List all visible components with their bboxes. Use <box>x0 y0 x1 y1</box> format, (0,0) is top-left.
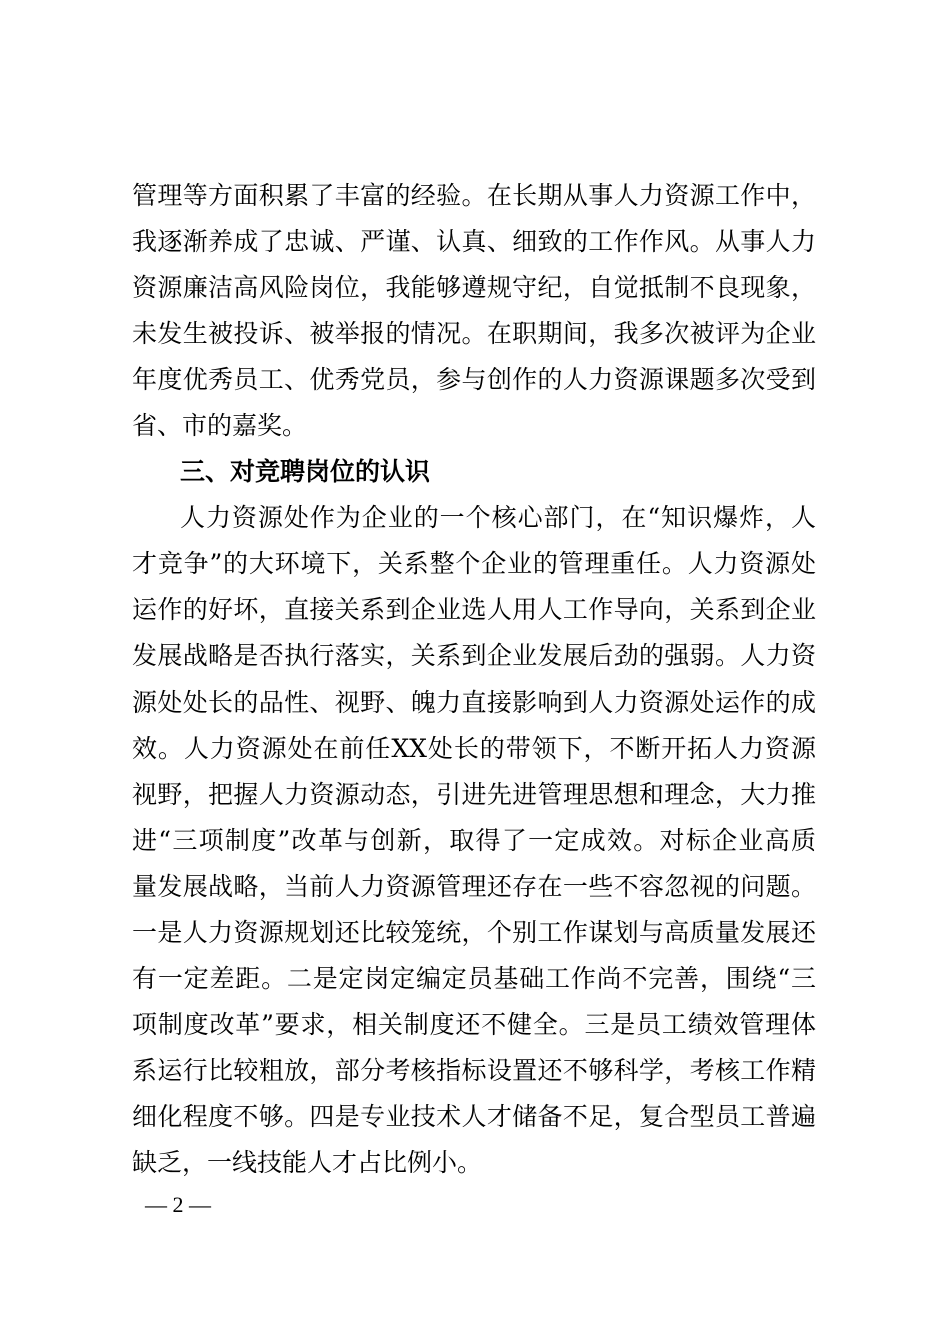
section-heading: 三、对竞聘岗位的认识 <box>180 457 431 487</box>
paragraph-line: 有一定差距。二是定岗定编定员基础工作尚不完善，围绕“三 <box>132 963 816 993</box>
paragraph-line: 才竞争”的大环境下，关系整个企业的管理重任。人力资源处 <box>132 549 816 579</box>
paragraph-line: 省、市的嘉奖。 <box>132 411 308 441</box>
paragraph-line: 未发生被投诉、被举报的情况。在职期间，我多次被评为企业 <box>132 319 816 349</box>
paragraph-line: 项制度改革”要求，相关制度还不健全。三是员工绩效管理体 <box>132 1009 816 1039</box>
paragraph-line: 一是人力资源规划还比较笼统，个别工作谋划与高质量发展还 <box>132 917 816 947</box>
paragraph-line: 源处处长的品性、视野、魄力直接影响到人力资源处运作的成 <box>132 687 816 717</box>
paragraph-line: 发展战略是否执行落实，关系到企业发展后劲的强弱。人力资 <box>132 641 816 671</box>
paragraph-line: 视野，把握人力资源动态，引进先进管理思想和理念，大力推 <box>132 779 816 809</box>
paragraph-line: 管理等方面积累了丰富的经验。在长期从事人力资源工作中， <box>132 181 816 210</box>
paragraph-line: 量发展战略，当前人力资源管理还存在一些不容忽视的问题。 <box>132 871 816 901</box>
paragraph-line: 运作的好坏，直接关系到企业选人用人工作导向，关系到企业 <box>132 595 816 625</box>
paragraph-line: 细化程度不够。四是专业技术人才储备不足，复合型员工普遍 <box>132 1101 816 1131</box>
paragraph-line: 资源廉洁高风险岗位，我能够遵规守纪，自觉抵制不良现象， <box>132 273 816 303</box>
paragraph-line: 效。人力资源处在前任XX处长的带领下，不断开拓人力资源 <box>132 733 816 763</box>
paragraph-line: 进“三项制度”改革与创新，取得了一定成效。对标企业高质 <box>132 825 816 855</box>
paragraph-line: 我逐渐养成了忠诚、严谨、认真、细致的工作作风。从事人力 <box>132 227 816 257</box>
paragraph-line: 年度优秀员工、优秀党员，参与创作的人力资源课题多次受到 <box>132 365 816 395</box>
paragraph-line: 缺乏，一线技能人才占比例小。 <box>132 1148 483 1177</box>
page-number: — 2 — <box>145 1192 211 1217</box>
paragraph-line: 人力资源处作为企业的一个核心部门，在“知识爆炸，人 <box>180 503 816 533</box>
paragraph-line: 系运行比较粗放，部分考核指标设置还不够科学，考核工作精 <box>132 1055 816 1085</box>
